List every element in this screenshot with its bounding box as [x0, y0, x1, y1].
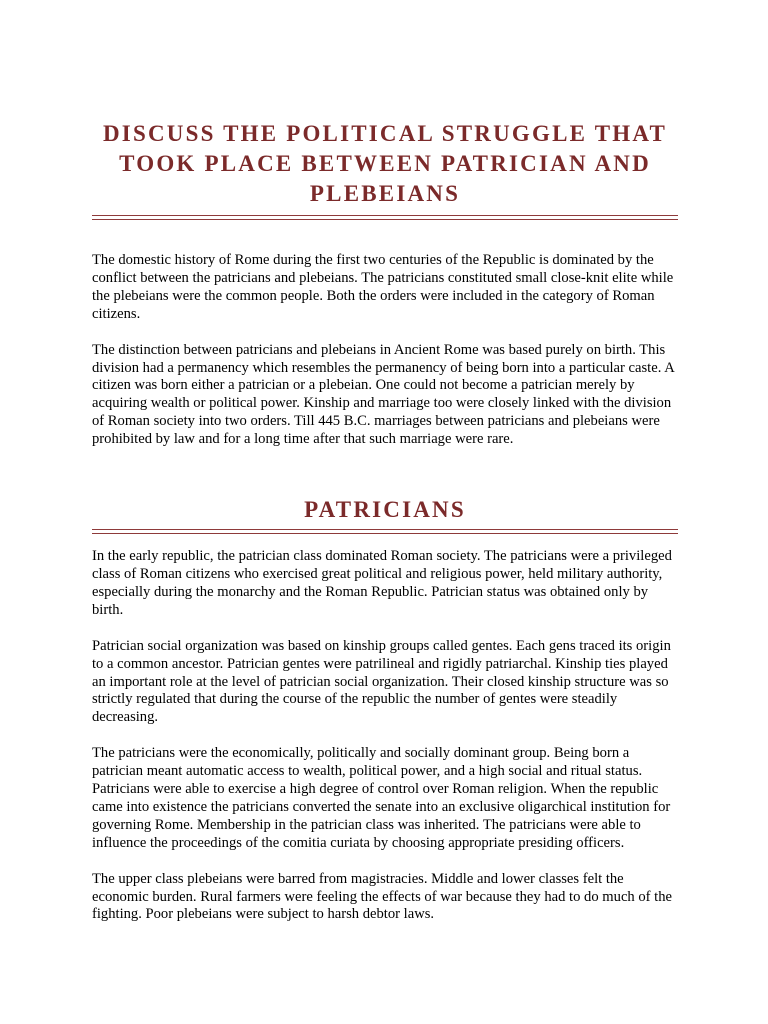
section-paragraph-3: The patricians were the economically, politically and socially dominant group. Being born a patrician meant automatic access to wealth, political power, and a high social and ritual status. Patricians were able to exercise a high degree of control over Roman religion. When the republic came into existence the patricians converted the senate into an exclusive oligarchical institution for governing Rome. Membership in the patrician class was inherited. The patricians were able to influence the proceedings of the comitia curiata by choosing appropriate presiding officers. [92, 745, 671, 851]
section-divider [92, 529, 678, 534]
section-heading-patricians: PATRICIANS [304, 497, 466, 523]
section-paragraph-1: In the early republic, the patrician class dominated Roman society. The patricians were a privileged class of Roman citizens who exercised great political and religious power, held military authority, especially during the monarchy and the Roman Republic. Patrician status was obtained only by birth. [92, 548, 672, 618]
intro-paragraph-2: The distinction between patricians and plebeians in Ancient Rome was based purely on birth. This division had a permanency which resembles the permanency of being born into a particular caste. A citizen was born either a patrician or a plebeian. One could not become a patrician merely by acquiring wealth or political power. Kinship and marriage too were closely linked with the division of Roman society into two orders. Till 445 B.C. marriages between patricians and plebeians were prohibited by law and for a long time after that such marriage were rare. [92, 341, 674, 448]
document-title: DISCUSS THE POLITICAL STRUGGLE THAT TOOK PLACE BETWEEN PATRICIAN AND PLEBEIANS [103, 121, 667, 206]
document-page [92, 0, 678, 924]
title-divider [92, 215, 678, 220]
intro-paragraph-1: The domestic history of Rome during the first two centuries of the Republic is dominated by the conflict between the patricians and plebeians. The patricians constituted small close-knit elite while the plebeians were the common people. Both the orders were included in the category of Roman citizens. [92, 252, 674, 322]
section-paragraph-4: The upper class plebeians were barred from magistracies. Middle and lower classes felt the economic burden. Rural farmers were feeling the effects of war because they had to do much of the fighting. Poor plebeians were subject to harsh debtor laws. [92, 870, 673, 923]
section-paragraph-2: Patrician social organization was based on kinship groups called gentes. Each gens traced its origin to a common ancestor. Patrician gentes were patrilineal and rigidly patriarchal. Kinship ties played an important role at the level of patrician social organization. Their closed kinship structure was so strictly regulated that during the course of the republic the number of gentes were steadily decreasing. [92, 637, 671, 726]
